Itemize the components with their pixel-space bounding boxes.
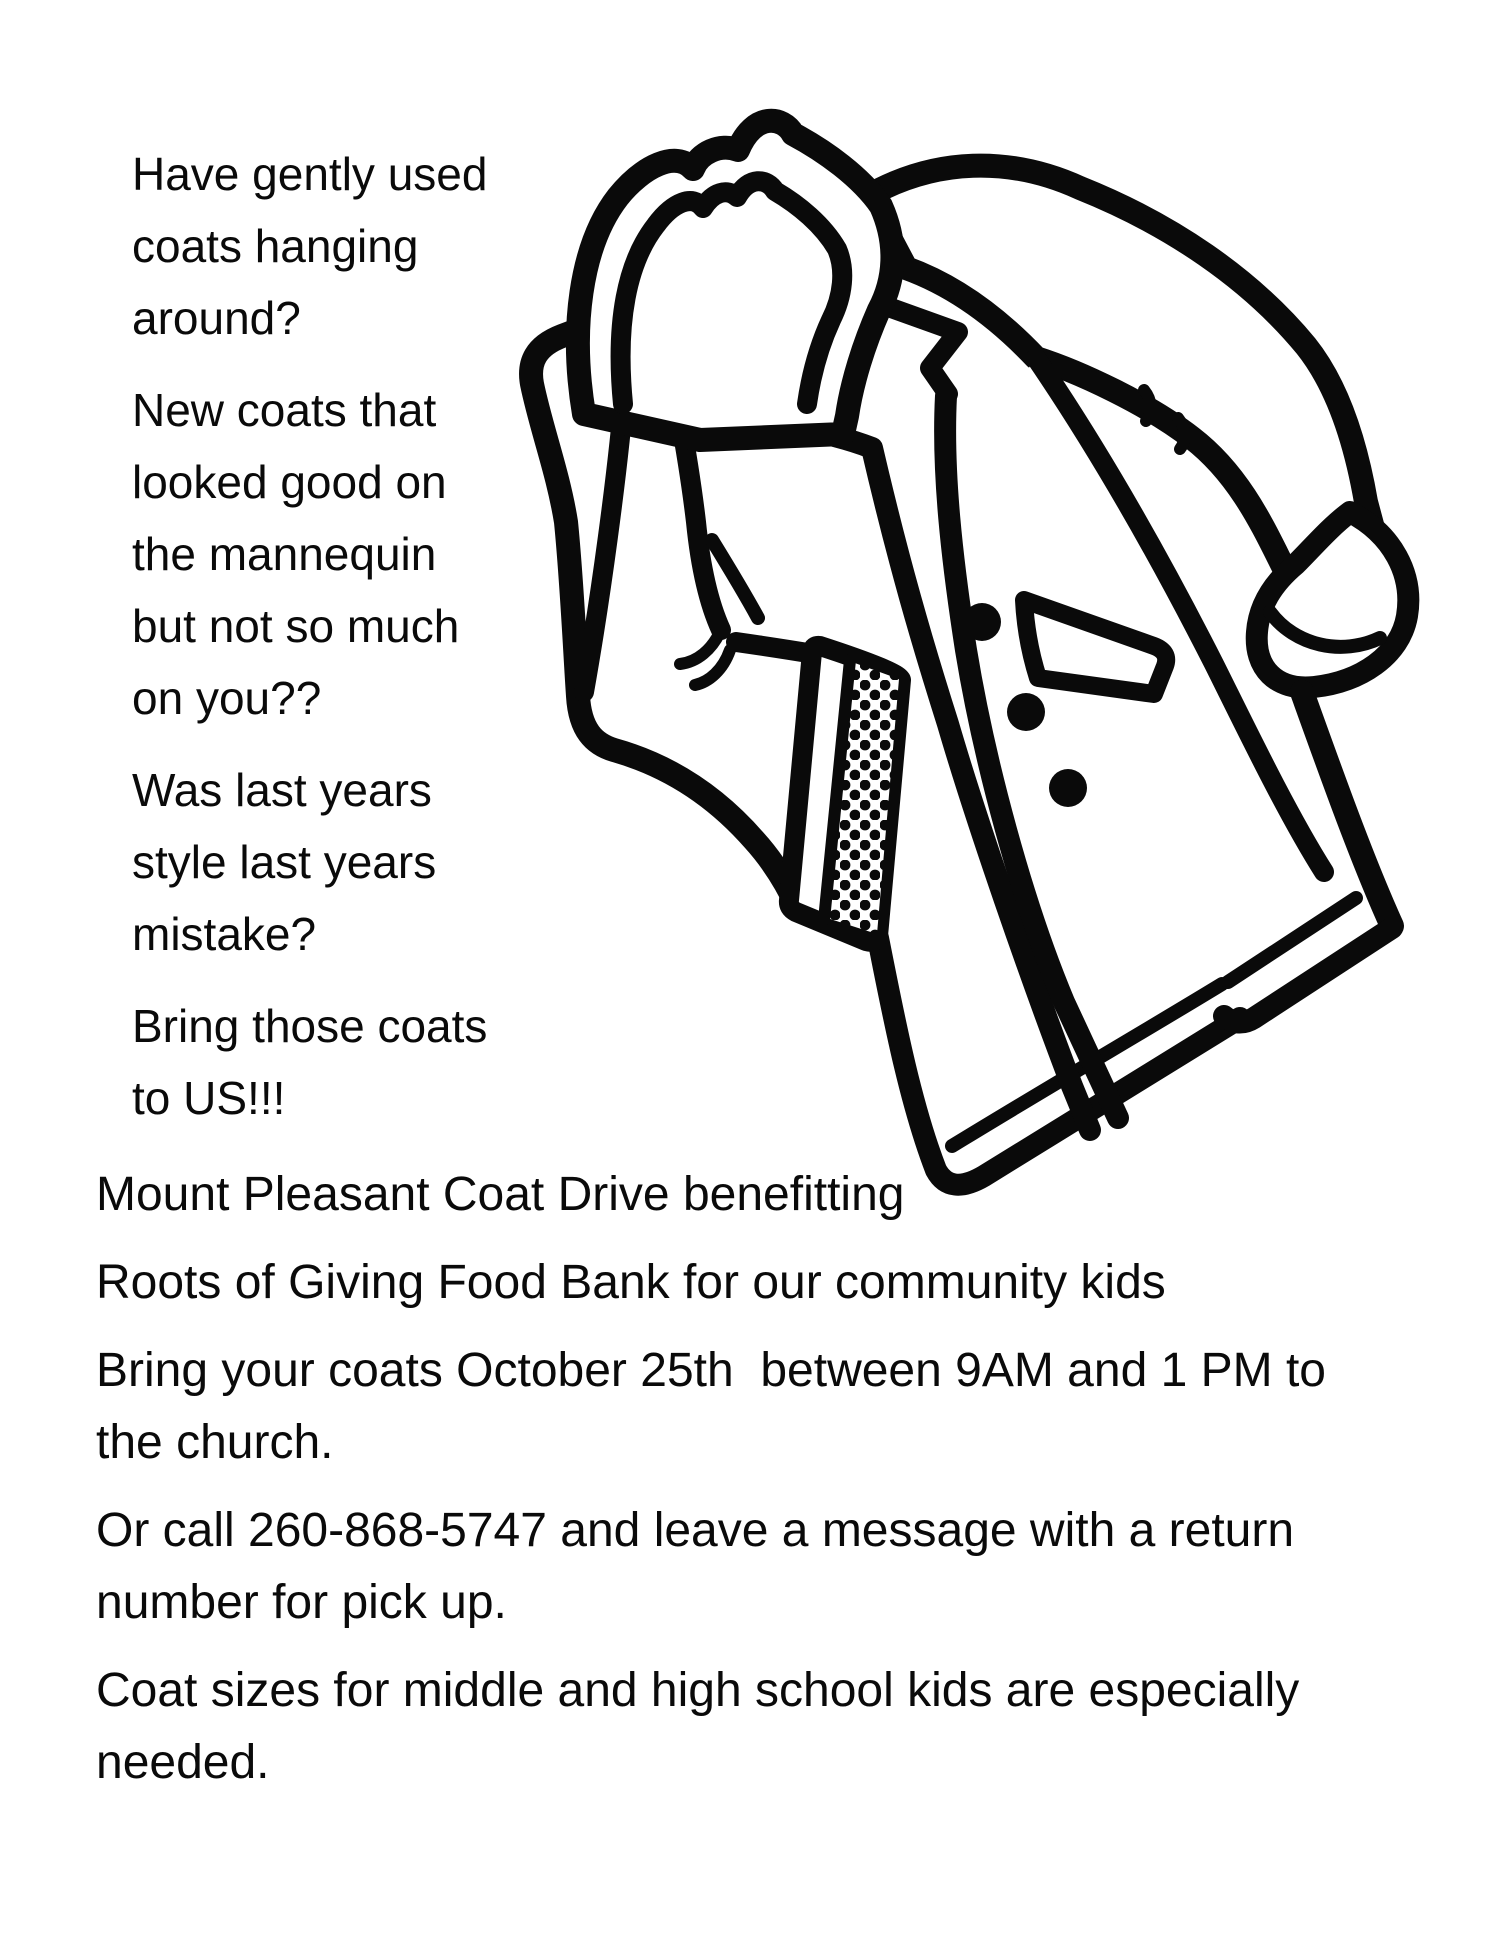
coat-illustration	[440, 95, 1450, 1215]
coat-clipart-svg	[440, 95, 1450, 1215]
coat-dotted-cuff	[789, 646, 901, 942]
details-text-block	[96, 1159, 1466, 1815]
left-lapel-flicks	[680, 630, 730, 685]
details-paragraph-benefactor: Roots of Giving Food Bank for our community kids	[96, 1256, 1166, 1309]
details-paragraph-sizes: Coat sizes for middle and high school kids are especially needed.	[96, 1664, 1300, 1789]
intro-paragraph-last-years: Was last years style last years mistake?	[132, 764, 437, 960]
intro-paragraph-new-coats: New coats that looked good on the mannequin but not so much on you??	[132, 384, 460, 724]
details-paragraph-dropoff: Bring your coats October 25th between 9AM and 1 PM to the church.	[96, 1344, 1326, 1469]
intro-paragraph-bring-coats: Bring those coats to US!!!	[132, 1000, 488, 1124]
intro-paragraph-used-coats: Have gently used coats hanging around?	[132, 148, 488, 344]
right-lapel-notch	[880, 304, 958, 394]
intro-text-block	[132, 138, 562, 1154]
coat-collar	[578, 121, 892, 440]
details-paragraph-title: Mount Pleasant Coat Drive benefitting	[96, 1168, 905, 1221]
details-paragraph-phone: Or call 260-868-5747 and leave a message with a return number for pick up.	[96, 1504, 1295, 1629]
